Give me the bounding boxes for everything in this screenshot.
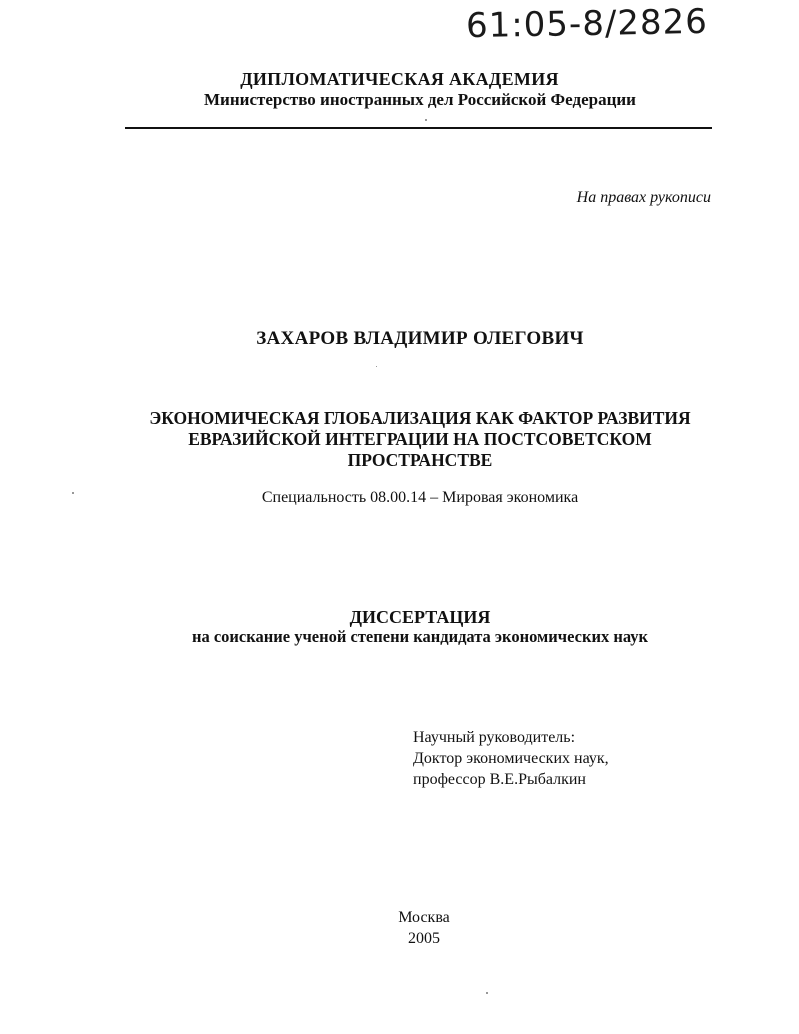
supervisor-label: Научный руководитель: xyxy=(413,729,576,746)
title-line: ЕВРАЗИЙСКОЙ ИНТЕГРАЦИИ НА ПОСТСОВЕТСКОМ xyxy=(188,429,652,449)
title-line: ПРОСТРАНСТВЕ xyxy=(347,450,493,470)
scan-speck xyxy=(376,366,377,367)
academy-name: ДИПЛОМАТИЧЕСКАЯ АКАДЕМИЯ xyxy=(240,69,559,89)
city: Москва xyxy=(398,909,450,926)
title-line: ЭКОНОМИЧЕСКАЯ ГЛОБАЛИЗАЦИЯ КАК ФАКТОР РАЗВИТИЯ xyxy=(149,408,691,428)
scan-speck xyxy=(486,992,488,994)
place-and-year xyxy=(0,907,799,949)
supervisor-block xyxy=(413,727,609,790)
manuscript-note: На правах рукописи xyxy=(576,189,711,206)
specialty: Специальность 08.00.14 – Мировая экономика xyxy=(261,489,579,506)
header-divider xyxy=(125,127,712,129)
author-name: ЗАХАРОВ ВЛАДИМИР ОЛЕГОВИЧ xyxy=(256,328,584,349)
dissertation-heading: ДИССЕРТАЦИЯ xyxy=(349,607,491,627)
scan-speck xyxy=(72,492,74,494)
dissertation-subtitle: на соискание ученой степени кандидата экономических наук xyxy=(191,627,649,646)
archive-number-handwritten: 61:05-8/2826 xyxy=(465,1,709,47)
scan-speck xyxy=(425,119,427,121)
year: 2005 xyxy=(408,930,440,947)
supervisor-name: профессор В.Е.Рыбалкин xyxy=(413,771,586,788)
dissertation-title xyxy=(120,408,720,471)
ministry-name: Министерство иностранных дел Российской Федерации xyxy=(204,90,636,109)
supervisor-degree: Доктор экономических наук, xyxy=(413,750,609,767)
